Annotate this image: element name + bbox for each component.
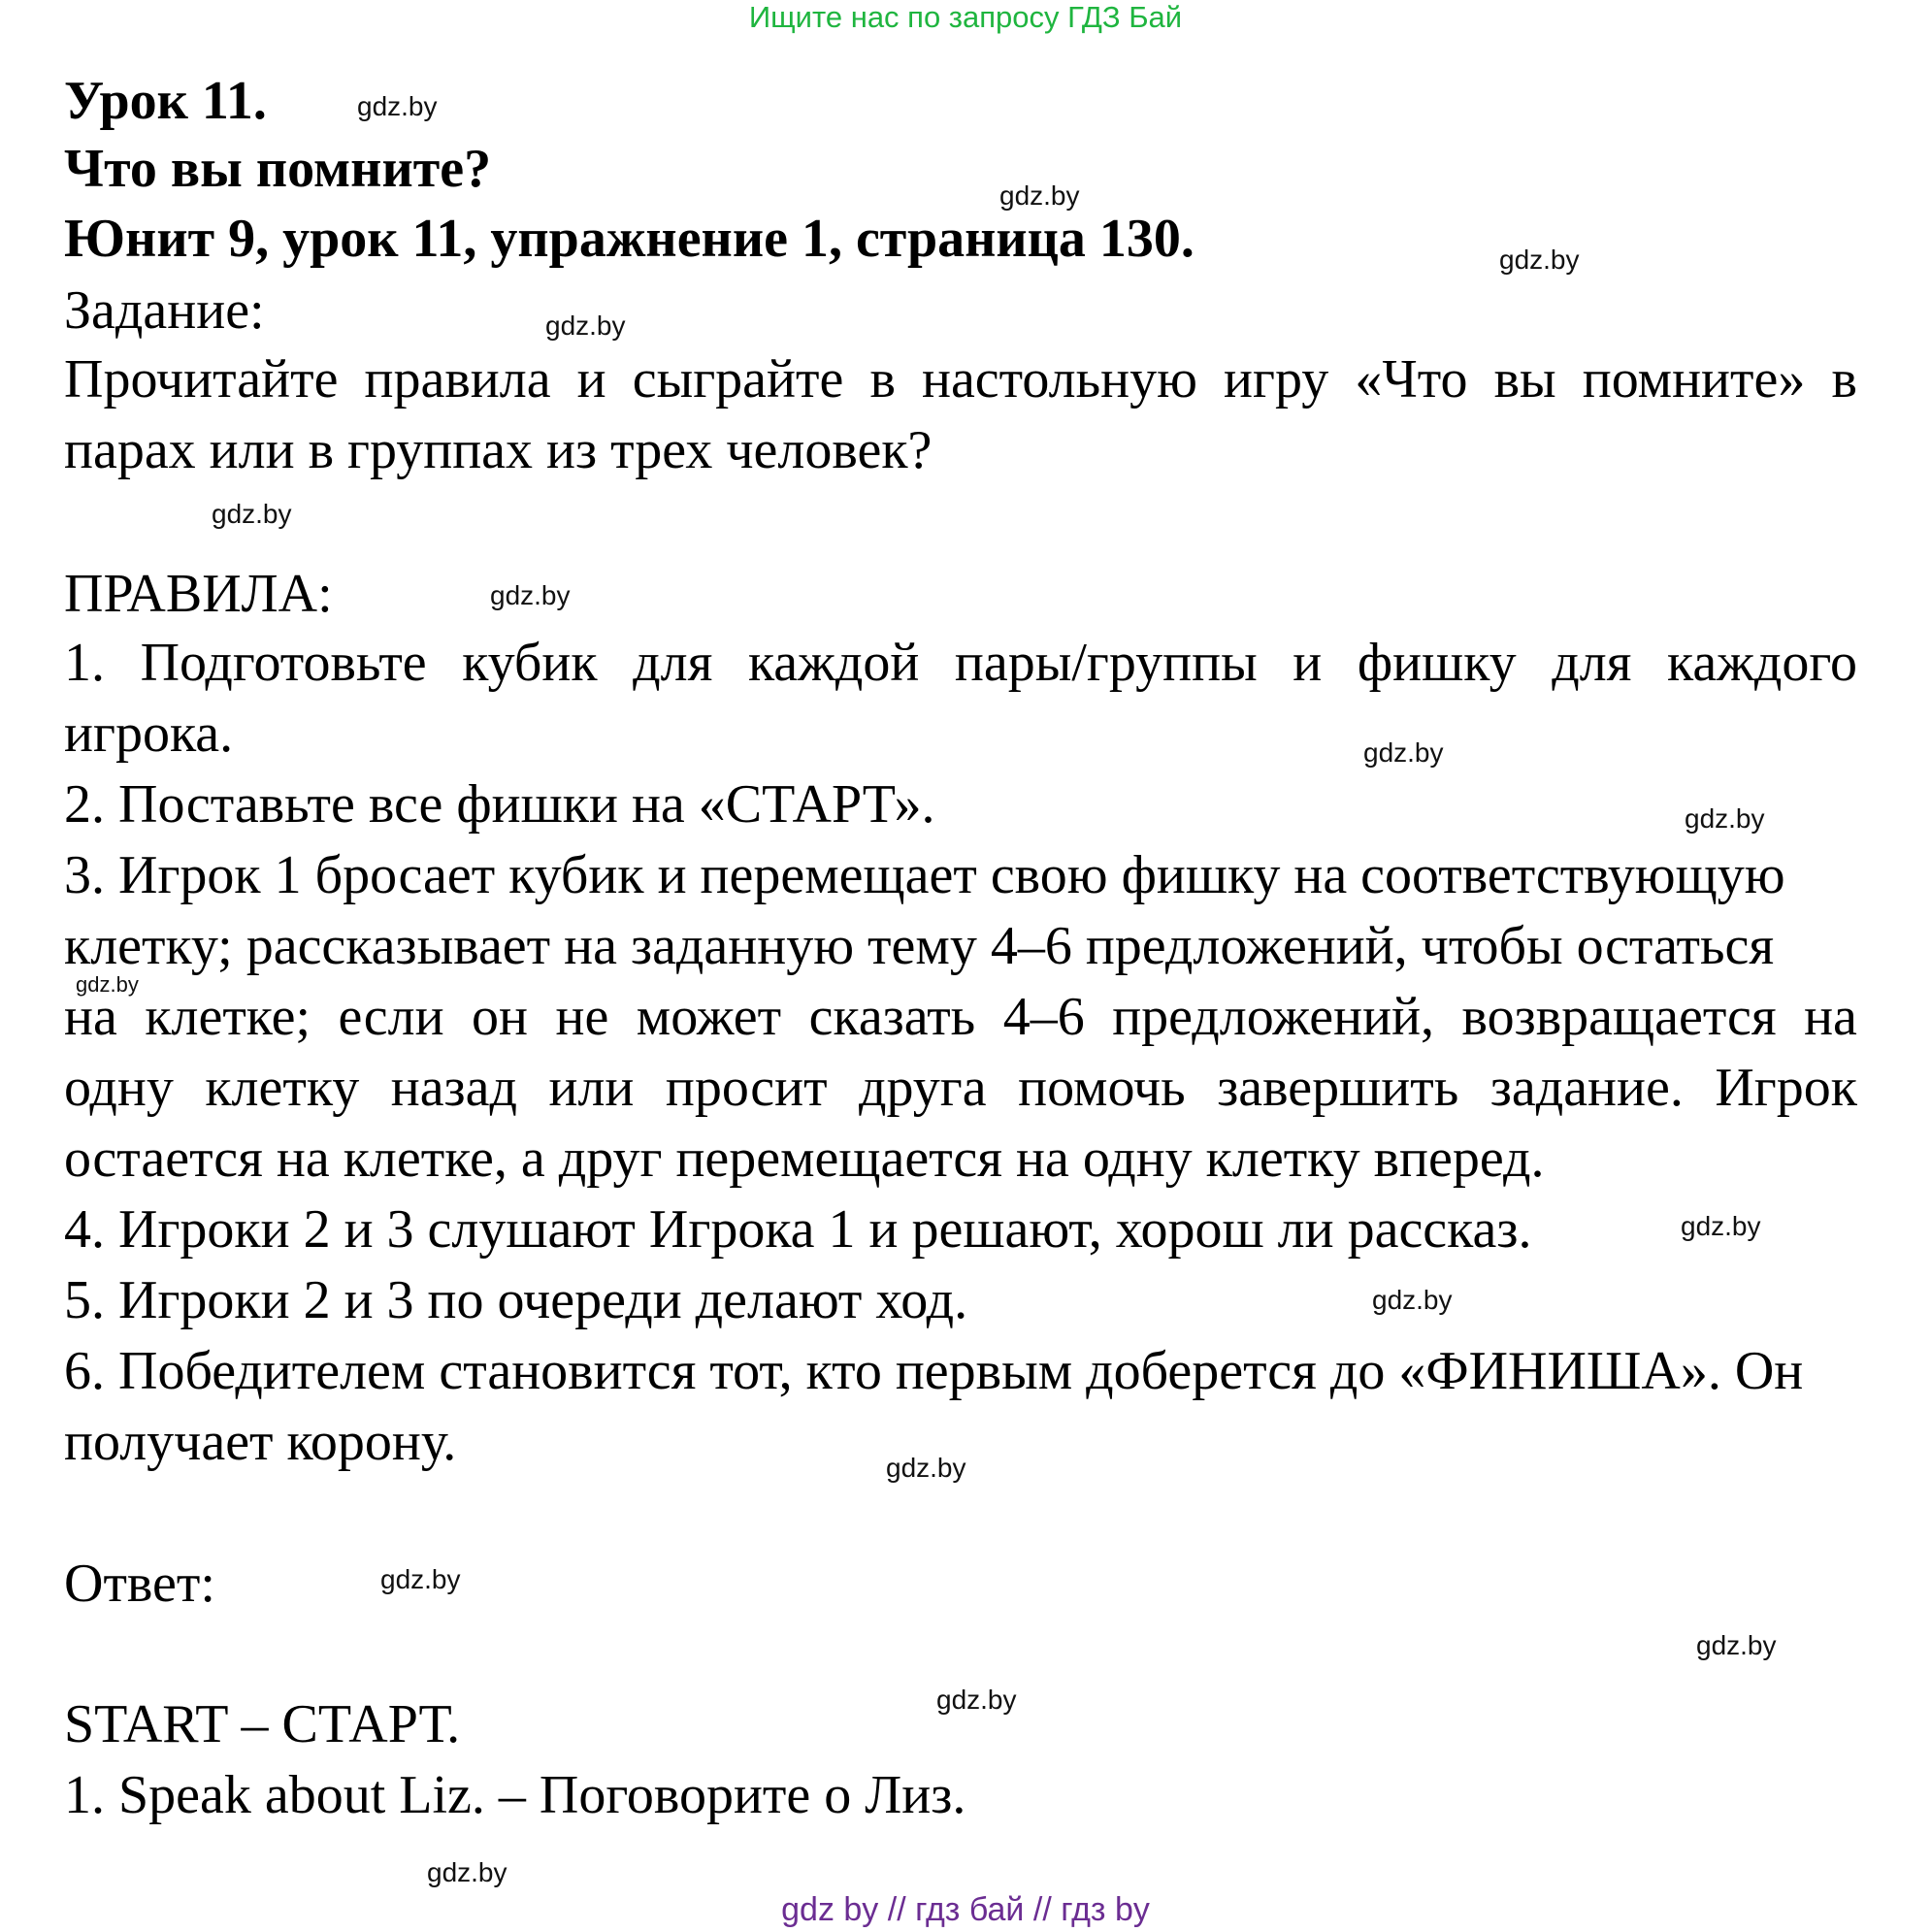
word: друга (859, 1058, 987, 1118)
word: если (338, 987, 444, 1047)
task-line-2: парах или в группах из трех человек? (64, 420, 933, 480)
word: может (636, 987, 782, 1047)
word: сыграйте (632, 349, 844, 409)
word: для (633, 633, 713, 693)
watermark: gdz.by (1372, 1285, 1453, 1315)
watermark: gdz.by (212, 499, 292, 529)
word: и (1293, 633, 1323, 693)
answer-label: Ответ: (64, 1554, 215, 1614)
watermark: gdz.by (380, 1564, 461, 1594)
word: каждого (1666, 633, 1857, 693)
word: не (555, 987, 609, 1047)
rule-3-line-3 (64, 982, 1857, 1052)
word: «Что (1355, 349, 1468, 409)
task-label: Задание: (64, 280, 265, 341)
watermark: gdz.by (1685, 803, 1765, 834)
word: правила (364, 349, 551, 409)
watermark: gdz.by (1499, 245, 1580, 275)
word: задание. (1489, 1058, 1684, 1118)
word: в (869, 349, 896, 409)
word: или (548, 1058, 635, 1118)
rule-5: 5. Игроки 2 и 3 по очереди делают ход. (64, 1270, 968, 1330)
top-banner: Ищите нас по запросу ГДЗ Бай (748, 0, 1183, 34)
word: каждой (747, 633, 920, 693)
rule-1-line-1 (64, 628, 1857, 698)
rule-3-line-5: остается на клетке, а друг перемещается на одну клетку вперед. (64, 1129, 1545, 1189)
word: он (472, 987, 528, 1047)
word: возвращается (1461, 987, 1777, 1047)
exercise-reference: Юнит 9, урок 11, упражнение 1, страница 130. (64, 209, 1195, 269)
watermark: gdz.by (999, 180, 1080, 211)
lesson-subtitle: Что вы помните? (64, 139, 492, 199)
rule-3-line-1: 3. Игрок 1 бросает кубик и перемещает свою фишку на соответствующую (64, 845, 1785, 905)
word: предложений, (1112, 987, 1435, 1047)
word: Игрок (1715, 1058, 1857, 1118)
word: фишку (1357, 633, 1517, 693)
word: Подготовьте (140, 633, 427, 693)
word: клетку (205, 1058, 360, 1118)
word: Прочитайте (64, 349, 339, 409)
watermark: gdz.by (1363, 737, 1444, 768)
word: помните» (1582, 349, 1806, 409)
bottom-banner: gdz by // гдз бай // гдз by (781, 1891, 1150, 1928)
watermark: gdz.by (1696, 1630, 1777, 1660)
rule-3-line-4 (64, 1053, 1857, 1123)
word: для (1552, 633, 1632, 693)
word: помочь (1018, 1058, 1186, 1118)
watermark: gdz.by (357, 91, 438, 121)
rule-2: 2. Поставьте все фишки на «СТАРТ». (64, 774, 935, 835)
word: одну (64, 1058, 174, 1118)
rules-label: ПРАВИЛА: (64, 564, 333, 624)
word: назад (390, 1058, 518, 1118)
word: на (1804, 987, 1857, 1047)
watermark: gdz.by (427, 1857, 507, 1887)
word: клетке; (145, 987, 311, 1047)
rule-1-line-2: игрока. (64, 704, 234, 764)
word: просит (665, 1058, 828, 1118)
answer-start: START – СТАРТ. (64, 1694, 461, 1754)
answer-item-1: 1. Speak about Liz. – Поговорите о Лиз. (64, 1765, 966, 1825)
word: 1. (64, 633, 105, 693)
watermark: gdz.by (1681, 1211, 1761, 1241)
word: на (64, 987, 117, 1047)
rule-6-line-2: получает корону. (64, 1412, 457, 1472)
word: в (1831, 349, 1857, 409)
word: настольную (921, 349, 1197, 409)
watermark: gdz.by (76, 972, 139, 997)
task-line-1 (64, 344, 1857, 414)
watermark: gdz.by (886, 1453, 966, 1483)
watermark: gdz.by (936, 1685, 1017, 1715)
word: и (576, 349, 606, 409)
word: игру (1224, 349, 1329, 409)
rule-3-line-2: клетку; рассказывает на заданную тему 4–6 предложений, чтобы остаться (64, 916, 1775, 976)
word: завершить (1217, 1058, 1459, 1118)
watermark: gdz.by (545, 311, 626, 341)
rule-6-line-1: 6. Победителем становится тот, кто первым доберется до «ФИНИША». Он (64, 1341, 1804, 1401)
word: вы (1493, 349, 1556, 409)
word: пары/группы (954, 633, 1258, 693)
word: кубик (462, 633, 598, 693)
lesson-title: Урок 11. (64, 71, 267, 131)
rule-4: 4. Игроки 2 и 3 слушают Игрока 1 и решают, хорош ли рассказ. (64, 1199, 1532, 1260)
word: 4–6 (1002, 987, 1085, 1047)
watermark: gdz.by (490, 580, 571, 610)
word: сказать (808, 987, 976, 1047)
